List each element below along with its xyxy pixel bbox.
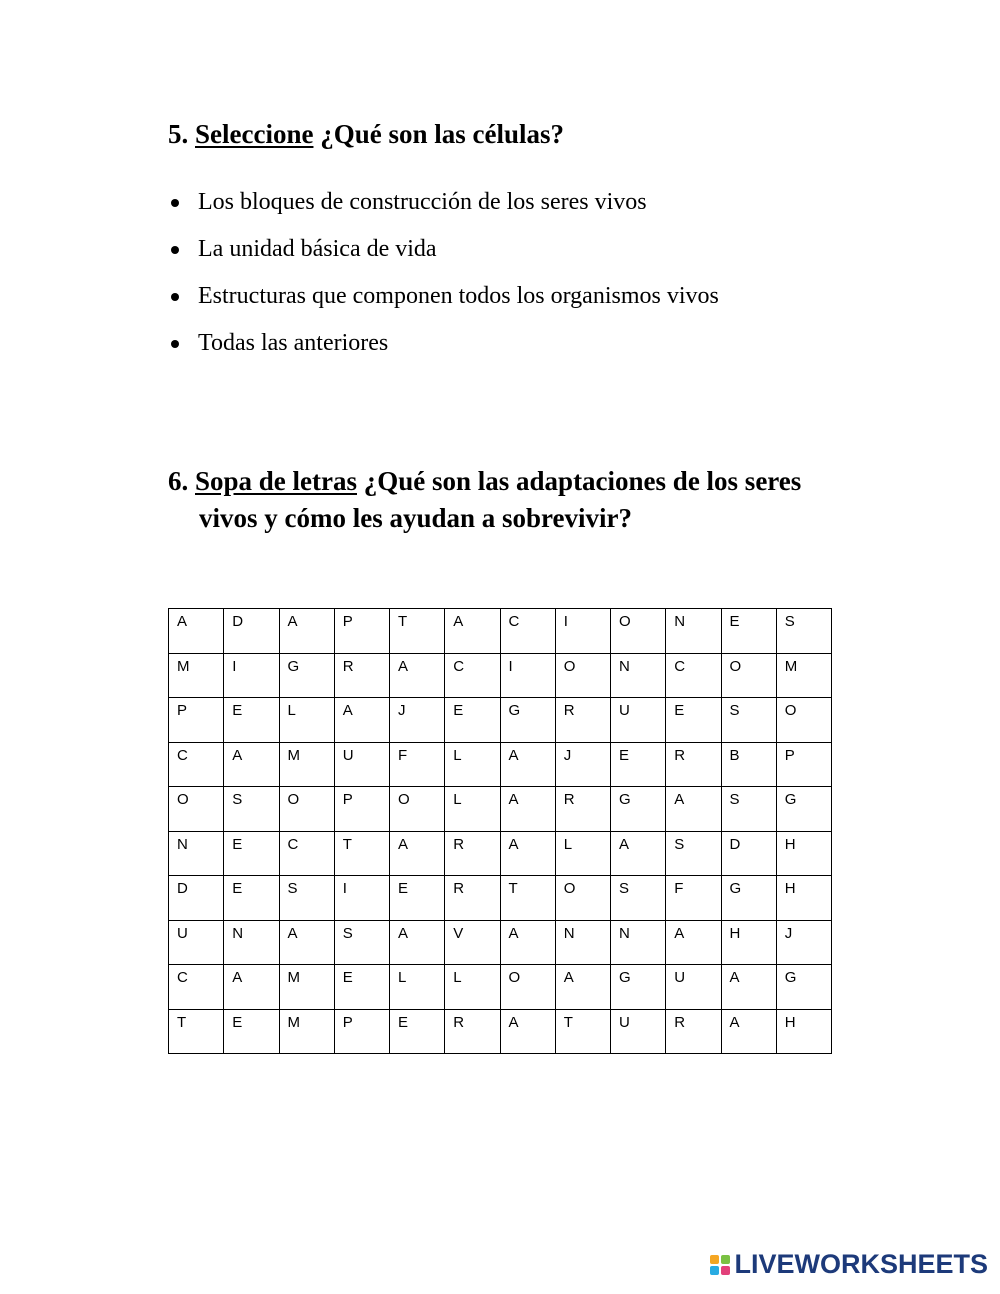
grid-letter: P bbox=[342, 613, 353, 630]
grid-letter: C bbox=[287, 835, 299, 853]
option-1-label: Los bloques de construcción de los seres vivos bbox=[198, 189, 647, 215]
grid-letter: C bbox=[177, 969, 188, 986]
question-5-options bbox=[168, 188, 719, 376]
grid-cell[interactable] bbox=[666, 698, 721, 743]
grid-cell[interactable] bbox=[224, 876, 279, 921]
grid-cell[interactable] bbox=[334, 831, 389, 876]
grid-letter: F bbox=[398, 746, 408, 764]
question-5-number: 5. bbox=[168, 119, 189, 149]
grid-letter: N bbox=[619, 924, 630, 942]
grid-cell[interactable] bbox=[721, 609, 776, 654]
grid-cell[interactable] bbox=[445, 876, 500, 921]
grid-letter: P bbox=[342, 791, 353, 808]
grid-cell[interactable] bbox=[279, 787, 334, 832]
grid-letter: M bbox=[287, 1013, 300, 1031]
bullet-icon bbox=[171, 199, 179, 207]
grid-letter: A bbox=[508, 835, 519, 853]
grid-cell[interactable] bbox=[611, 920, 666, 965]
grid-cell[interactable] bbox=[611, 831, 666, 876]
grid-cell[interactable] bbox=[390, 653, 445, 698]
grid-cell[interactable] bbox=[500, 965, 555, 1010]
grid-cell[interactable] bbox=[224, 742, 279, 787]
question-5-keyword: Seleccione bbox=[195, 119, 314, 149]
grid-letter: I bbox=[342, 880, 347, 897]
grid-cell[interactable] bbox=[334, 742, 389, 787]
question-5-text: ¿Qué son las células? bbox=[320, 119, 564, 149]
grid-cell[interactable] bbox=[169, 920, 224, 965]
grid-cell[interactable] bbox=[666, 831, 721, 876]
grid-cell[interactable] bbox=[279, 965, 334, 1010]
grid-letter: R bbox=[453, 880, 465, 897]
question-6-text-line1: ¿Qué son las adaptaciones de los seres bbox=[363, 466, 802, 496]
grid-cell[interactable] bbox=[279, 742, 334, 787]
grid-letter: C bbox=[453, 657, 465, 675]
grid-letter: C bbox=[674, 657, 686, 675]
grid-letter: V bbox=[453, 924, 464, 942]
grid-letter: D bbox=[232, 613, 244, 630]
grid-letter: G bbox=[784, 969, 797, 986]
grid-letter: A bbox=[232, 969, 243, 986]
grid-cell[interactable] bbox=[776, 787, 831, 832]
grid-cell[interactable] bbox=[224, 831, 279, 876]
grid-letter: A bbox=[287, 613, 298, 630]
grid-cell[interactable] bbox=[611, 653, 666, 698]
grid-letter: O bbox=[784, 702, 797, 719]
option-3[interactable] bbox=[168, 282, 719, 329]
grid-cell[interactable] bbox=[500, 653, 555, 698]
grid-letter: J bbox=[398, 702, 406, 719]
grid-cell[interactable] bbox=[390, 698, 445, 743]
grid-cell[interactable] bbox=[611, 1009, 666, 1054]
grid-letter: T bbox=[508, 880, 518, 897]
grid-cell[interactable] bbox=[390, 609, 445, 654]
grid-letter: A bbox=[508, 746, 519, 764]
grid-cell[interactable] bbox=[224, 1009, 279, 1054]
grid-cell[interactable] bbox=[334, 1009, 389, 1054]
grid-cell[interactable] bbox=[390, 876, 445, 921]
grid-cell[interactable] bbox=[666, 653, 721, 698]
grid-row bbox=[169, 876, 832, 921]
grid-letter: H bbox=[729, 924, 741, 942]
grid-letter: T bbox=[563, 1013, 573, 1031]
grid-letter: A bbox=[453, 613, 464, 630]
liveworksheets-wordmark: LIVEWORKSHEETS bbox=[734, 1249, 988, 1279]
grid-letter: L bbox=[398, 969, 407, 986]
grid-cell[interactable] bbox=[721, 742, 776, 787]
grid-cell[interactable] bbox=[334, 787, 389, 832]
grid-cell[interactable] bbox=[224, 787, 279, 832]
logo-square-orange bbox=[710, 1255, 719, 1264]
grid-cell[interactable] bbox=[776, 698, 831, 743]
grid-cell[interactable] bbox=[445, 1009, 500, 1054]
grid-cell[interactable] bbox=[445, 742, 500, 787]
grid-cell[interactable] bbox=[721, 698, 776, 743]
grid-cell[interactable] bbox=[500, 787, 555, 832]
grid-letter: S bbox=[287, 880, 298, 897]
grid-cell[interactable] bbox=[666, 965, 721, 1010]
logo-square-green bbox=[721, 1255, 730, 1264]
grid-cell[interactable] bbox=[279, 831, 334, 876]
bullet-icon bbox=[171, 340, 179, 348]
grid-cell[interactable] bbox=[500, 1009, 555, 1054]
question-6-number: 6. bbox=[168, 466, 189, 496]
grid-row bbox=[169, 1009, 832, 1054]
grid-letter: C bbox=[508, 613, 520, 630]
grid-letter: T bbox=[398, 613, 408, 630]
grid-letter: G bbox=[729, 880, 742, 897]
bullet-icon bbox=[171, 293, 179, 301]
grid-cell[interactable] bbox=[279, 609, 334, 654]
grid-cell[interactable] bbox=[555, 609, 610, 654]
grid-row bbox=[169, 609, 832, 654]
grid-letter: A bbox=[729, 969, 740, 986]
grid-cell[interactable] bbox=[169, 653, 224, 698]
grid-cell[interactable] bbox=[721, 831, 776, 876]
grid-row bbox=[169, 787, 832, 832]
grid-letter: H bbox=[784, 835, 796, 853]
option-2[interactable] bbox=[168, 235, 719, 282]
grid-letter: G bbox=[508, 702, 521, 719]
grid-letter: O bbox=[287, 791, 300, 808]
grid-letter: R bbox=[674, 746, 686, 764]
grid-letter: S bbox=[729, 702, 740, 719]
grid-row bbox=[169, 965, 832, 1010]
grid-cell[interactable] bbox=[445, 787, 500, 832]
grid-cell[interactable] bbox=[555, 787, 610, 832]
grid-cell[interactable] bbox=[611, 876, 666, 921]
grid-cell[interactable] bbox=[445, 831, 500, 876]
grid-cell[interactable] bbox=[169, 965, 224, 1010]
grid-cell[interactable] bbox=[224, 965, 279, 1010]
grid-cell[interactable] bbox=[445, 920, 500, 965]
grid-cell[interactable] bbox=[169, 1009, 224, 1054]
question-6-title bbox=[168, 463, 888, 537]
grid-letter: O bbox=[398, 791, 410, 808]
grid-letter: U bbox=[619, 702, 630, 719]
grid-cell[interactable] bbox=[279, 698, 334, 743]
grid-cell[interactable] bbox=[611, 965, 666, 1010]
grid-letter: E bbox=[232, 1013, 243, 1031]
grid-cell[interactable] bbox=[721, 653, 776, 698]
grid-letter: O bbox=[508, 969, 521, 986]
grid-letter: J bbox=[784, 924, 793, 942]
grid-cell[interactable] bbox=[721, 1009, 776, 1054]
grid-letter: A bbox=[508, 1013, 519, 1031]
grid-cell[interactable] bbox=[445, 653, 500, 698]
grid-cell[interactable] bbox=[224, 653, 279, 698]
grid-cell[interactable] bbox=[279, 653, 334, 698]
grid-cell[interactable] bbox=[611, 742, 666, 787]
grid-letter: P bbox=[784, 746, 795, 764]
grid-letter: H bbox=[784, 1013, 796, 1031]
grid-cell[interactable] bbox=[390, 742, 445, 787]
grid-letter: N bbox=[232, 924, 244, 942]
grid-cell[interactable] bbox=[721, 787, 776, 832]
grid-letter: E bbox=[453, 702, 464, 719]
grid-cell[interactable] bbox=[334, 876, 389, 921]
grid-letter: D bbox=[177, 880, 188, 897]
grid-letter: I bbox=[508, 657, 513, 675]
grid-cell[interactable] bbox=[224, 609, 279, 654]
grid-cell[interactable] bbox=[721, 876, 776, 921]
grid-letter: A bbox=[619, 835, 630, 853]
grid-letter: E bbox=[619, 746, 630, 764]
grid-letter: O bbox=[729, 657, 742, 675]
grid-letter: S bbox=[232, 791, 243, 808]
grid-letter: A bbox=[729, 1013, 740, 1031]
grid-letter: R bbox=[674, 1013, 686, 1031]
grid-letter: G bbox=[784, 791, 797, 808]
grid-cell[interactable] bbox=[500, 831, 555, 876]
grid-letter: A bbox=[508, 924, 519, 942]
grid-letter: O bbox=[619, 613, 631, 630]
grid-row bbox=[169, 698, 832, 743]
grid-cell[interactable] bbox=[721, 920, 776, 965]
grid-row bbox=[169, 831, 832, 876]
grid-letter: S bbox=[619, 880, 630, 897]
grid-cell[interactable] bbox=[390, 965, 445, 1010]
grid-letter: S bbox=[674, 835, 685, 853]
grid-letter: P bbox=[177, 702, 188, 719]
grid-cell[interactable] bbox=[666, 787, 721, 832]
grid-letter: R bbox=[453, 835, 465, 853]
grid-row bbox=[169, 920, 832, 965]
grid-letter: U bbox=[674, 969, 686, 986]
grid-letter: G bbox=[619, 791, 631, 808]
grid-cell[interactable] bbox=[611, 609, 666, 654]
grid-letter: A bbox=[398, 835, 409, 853]
grid-cell[interactable] bbox=[445, 609, 500, 654]
grid-letter: H bbox=[784, 880, 796, 897]
grid-cell[interactable] bbox=[445, 698, 500, 743]
grid-cell[interactable] bbox=[445, 965, 500, 1010]
grid-letter: A bbox=[674, 924, 685, 942]
grid-letter: E bbox=[232, 702, 243, 719]
grid-letter: N bbox=[674, 613, 686, 630]
grid-letter: M bbox=[784, 657, 798, 675]
grid-letter: A bbox=[342, 702, 353, 719]
option-4[interactable] bbox=[168, 329, 719, 376]
grid-cell[interactable] bbox=[500, 698, 555, 743]
grid-letter: U bbox=[619, 1013, 630, 1031]
grid-cell[interactable] bbox=[169, 609, 224, 654]
grid-letter: M bbox=[177, 657, 190, 675]
grid-letter: L bbox=[453, 969, 462, 986]
grid-cell[interactable] bbox=[776, 920, 831, 965]
grid-letter: E bbox=[342, 969, 353, 986]
grid-letter: B bbox=[729, 746, 740, 764]
grid-letter: L bbox=[453, 791, 462, 808]
grid-cell[interactable] bbox=[334, 698, 389, 743]
grid-letter: P bbox=[342, 1013, 353, 1031]
grid-letter: E bbox=[674, 702, 685, 719]
grid-letter: E bbox=[232, 835, 243, 853]
grid-letter: L bbox=[563, 835, 573, 853]
grid-cell[interactable] bbox=[279, 1009, 334, 1054]
grid-letter: A bbox=[674, 791, 685, 808]
grid-row bbox=[169, 742, 832, 787]
grid-cell[interactable] bbox=[555, 920, 610, 965]
grid-cell[interactable] bbox=[555, 742, 610, 787]
grid-cell[interactable] bbox=[390, 1009, 445, 1054]
logo-square-blue bbox=[710, 1266, 719, 1275]
grid-cell[interactable] bbox=[279, 876, 334, 921]
grid-cell[interactable] bbox=[776, 831, 831, 876]
grid-cell[interactable] bbox=[169, 831, 224, 876]
grid-cell[interactable] bbox=[666, 609, 721, 654]
grid-letter: A bbox=[398, 924, 409, 942]
grid-row bbox=[169, 653, 832, 698]
grid-letter: G bbox=[287, 657, 300, 675]
grid-letter: M bbox=[287, 969, 300, 986]
grid-letter: R bbox=[453, 1013, 465, 1031]
grid-letter: I bbox=[563, 613, 568, 630]
grid-cell[interactable] bbox=[555, 965, 610, 1010]
grid-cell[interactable] bbox=[555, 831, 610, 876]
grid-letter: S bbox=[729, 791, 740, 808]
option-4-label: Todas las anteriores bbox=[198, 330, 389, 356]
grid-cell[interactable] bbox=[279, 920, 334, 965]
grid-cell[interactable] bbox=[666, 876, 721, 921]
logo-square-pink bbox=[721, 1266, 730, 1275]
question-5-title bbox=[168, 116, 564, 153]
grid-letter: D bbox=[729, 835, 741, 853]
grid-cell[interactable] bbox=[500, 742, 555, 787]
grid-cell[interactable] bbox=[721, 965, 776, 1010]
grid-cell[interactable] bbox=[169, 698, 224, 743]
grid-letter: E bbox=[729, 613, 740, 630]
grid-letter: S bbox=[784, 613, 795, 630]
grid-cell[interactable] bbox=[666, 1009, 721, 1054]
grid-cell[interactable] bbox=[334, 609, 389, 654]
grid-cell[interactable] bbox=[666, 920, 721, 965]
liveworksheets-logo-icon bbox=[710, 1255, 730, 1275]
grid-letter: L bbox=[453, 746, 462, 764]
grid-letter: A bbox=[508, 791, 519, 808]
grid-cell[interactable] bbox=[555, 1009, 610, 1054]
grid-cell[interactable] bbox=[776, 653, 831, 698]
grid-letter: A bbox=[232, 746, 243, 764]
grid-cell[interactable] bbox=[500, 920, 555, 965]
grid-letter: A bbox=[287, 924, 298, 942]
grid-letter: N bbox=[177, 835, 188, 853]
grid-letter: U bbox=[177, 924, 188, 942]
word-search-grid bbox=[168, 608, 832, 1054]
grid-cell[interactable] bbox=[776, 1009, 831, 1054]
grid-letter: T bbox=[177, 1013, 187, 1031]
grid-cell[interactable] bbox=[390, 831, 445, 876]
grid-cell[interactable] bbox=[334, 920, 389, 965]
grid-letter: C bbox=[177, 746, 188, 764]
grid-cell[interactable] bbox=[555, 653, 610, 698]
grid-cell[interactable] bbox=[500, 609, 555, 654]
bullet-icon bbox=[171, 246, 179, 254]
grid-letter: A bbox=[177, 613, 188, 630]
grid-letter: N bbox=[563, 924, 575, 942]
grid-letter: T bbox=[342, 835, 352, 853]
grid-cell[interactable] bbox=[169, 787, 224, 832]
grid-letter: R bbox=[563, 702, 575, 719]
grid-letter: U bbox=[342, 746, 354, 764]
question-6-text-line2: vivos y cómo les ayudan a sobrevivir? bbox=[199, 503, 633, 533]
grid-cell[interactable] bbox=[224, 698, 279, 743]
grid-letter: E bbox=[398, 880, 409, 897]
grid-letter: E bbox=[232, 880, 243, 897]
grid-letter: G bbox=[619, 969, 631, 986]
grid-cell[interactable] bbox=[500, 876, 555, 921]
grid-cell[interactable] bbox=[776, 609, 831, 654]
grid-cell[interactable] bbox=[390, 920, 445, 965]
grid-letter: I bbox=[232, 657, 237, 675]
grid-cell[interactable] bbox=[334, 653, 389, 698]
grid-cell[interactable] bbox=[666, 742, 721, 787]
grid-cell[interactable] bbox=[611, 787, 666, 832]
grid-cell[interactable] bbox=[611, 698, 666, 743]
option-2-label: La unidad básica de vida bbox=[198, 236, 437, 262]
liveworksheets-logo bbox=[710, 1249, 988, 1280]
grid-cell[interactable] bbox=[169, 876, 224, 921]
grid-letter: F bbox=[674, 880, 684, 897]
grid-letter: E bbox=[398, 1013, 409, 1031]
grid-letter: R bbox=[563, 791, 575, 808]
grid-cell[interactable] bbox=[334, 965, 389, 1010]
grid-cell[interactable] bbox=[555, 698, 610, 743]
grid-letter: A bbox=[563, 969, 574, 986]
grid-cell[interactable] bbox=[169, 742, 224, 787]
option-1[interactable] bbox=[168, 188, 719, 235]
question-6-keyword: Sopa de letras bbox=[195, 466, 357, 496]
grid-cell[interactable] bbox=[555, 876, 610, 921]
grid-letter: L bbox=[287, 702, 296, 719]
grid-cell[interactable] bbox=[224, 920, 279, 965]
grid-cell[interactable] bbox=[390, 787, 445, 832]
grid-letter: O bbox=[563, 657, 576, 675]
grid-letter: R bbox=[342, 657, 354, 675]
grid-cell[interactable] bbox=[776, 876, 831, 921]
grid-letter: A bbox=[398, 657, 409, 675]
grid-cell[interactable] bbox=[776, 742, 831, 787]
grid-letter: S bbox=[342, 924, 353, 942]
grid-letter: J bbox=[563, 746, 572, 764]
grid-letter: M bbox=[287, 746, 300, 764]
grid-letter: N bbox=[619, 657, 630, 675]
option-3-label: Estructuras que componen todos los organismos vivos bbox=[198, 283, 719, 309]
grid-letter: O bbox=[177, 791, 189, 808]
grid-letter: O bbox=[563, 880, 576, 897]
grid-cell[interactable] bbox=[776, 965, 831, 1010]
